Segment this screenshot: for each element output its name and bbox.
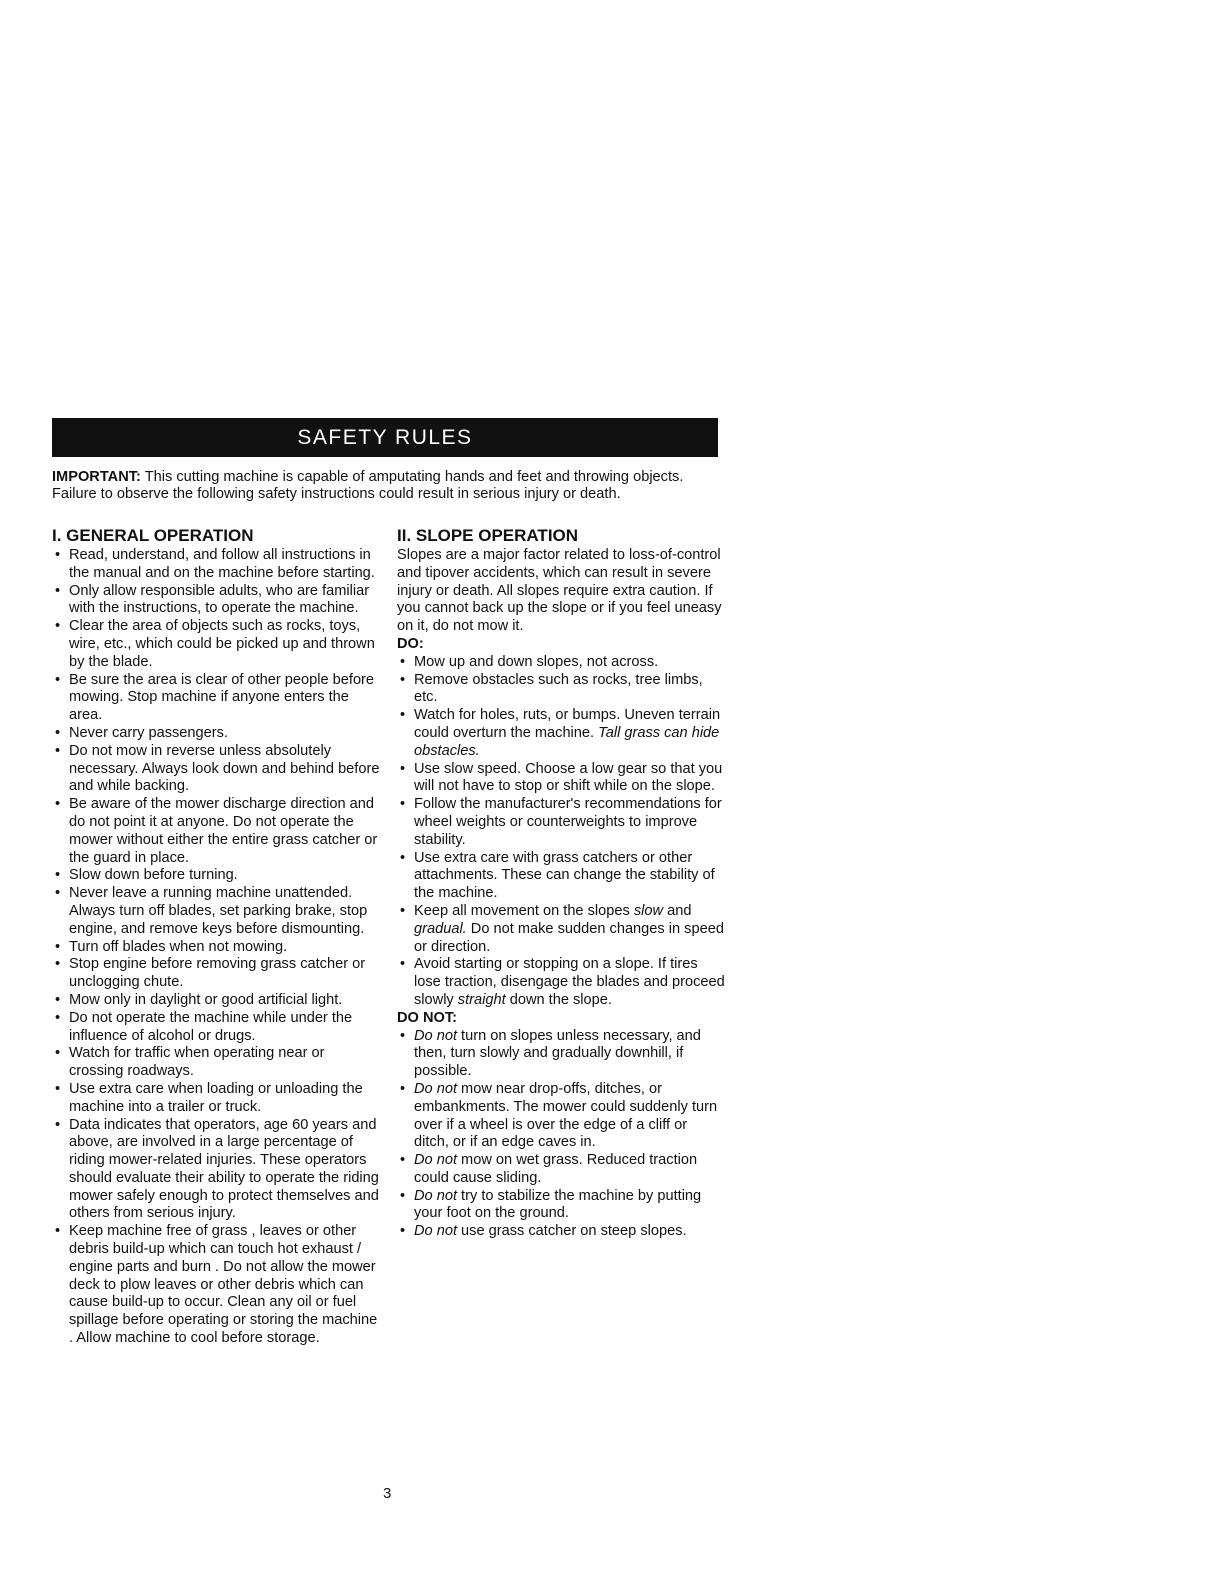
do-not-heading: DO NOT: <box>397 1009 457 1026</box>
bullet-icon: • <box>55 956 61 973</box>
page-title: SAFETY RULES <box>297 425 473 449</box>
bullet-icon: • <box>55 1080 61 1097</box>
list-item: • Mow only in daylight or good artificial light. <box>55 991 343 1008</box>
list-item: • Read, understand, and follow all instructions in the manual and on the machine before starting. <box>55 547 375 581</box>
bullet-icon: • <box>55 1223 61 1240</box>
bullet-icon: • <box>400 1027 406 1044</box>
bullet-icon: • <box>55 991 61 1008</box>
important-text: This cutting machine is capable of amputating hands and feet and throwing objects. Failure to observe the following safety instructions could result in serious injury or death. <box>52 469 684 502</box>
bullet-icon: • <box>55 938 61 955</box>
bullet-icon: • <box>400 1080 406 1097</box>
bullet-icon: • <box>400 1187 406 1204</box>
list-item: • Be aware of the mower discharge direction and do not point it at anyone. Do not operate the mower without either the entire grass catcher or the guard in place. <box>55 796 378 866</box>
list-item: • Stop engine before removing grass catcher or unclogging chute. <box>55 956 366 991</box>
general-operation-list <box>52 547 382 1348</box>
list-item: • Watch for traffic when operating near or crossing roadways. <box>55 1045 325 1080</box>
bullet-icon: • <box>55 1045 61 1062</box>
bullet-icon: • <box>400 760 406 777</box>
bullet-icon: • <box>400 849 406 866</box>
bullet-icon: • <box>55 547 61 563</box>
do-not-list <box>397 1028 725 1242</box>
list-item: • Never leave a running machine unattended. Always turn off blades, set parking brake, stop engine, and remove keys before dismounting. <box>55 885 368 937</box>
bullet-icon: • <box>400 796 406 813</box>
general-operation-column <box>52 525 382 1348</box>
safety-rules-banner <box>52 418 718 457</box>
bullet-icon: • <box>55 1009 61 1026</box>
list-item: • Do not operate the machine while under the influence of alcohol or drugs. <box>55 1009 353 1044</box>
list-item: • Use extra care with grass catchers or other attachments. These can change the stability of the machine. <box>400 849 715 902</box>
bullet-icon: • <box>55 582 61 599</box>
bullet-icon: • <box>55 885 61 902</box>
page-number: 3 <box>383 1485 392 1502</box>
bullet-icon: • <box>55 618 61 635</box>
list-item: • Use extra care when loading or unloading the machine into a trailer or truck. <box>55 1080 363 1115</box>
list-item: • Avoid starting or stopping on a slope. If tires lose traction, disengage the blades and proceed slowly straight down the slope. <box>400 956 725 1008</box>
bullet-icon: • <box>55 724 61 741</box>
list-item: • Keep all movement on the slopes slow and gradual. Do not make sudden changes in speed or direction. <box>400 902 724 955</box>
list-item: • Follow the manufacturer's recommendations for wheel weights or counterweights to improve stability. <box>400 796 722 848</box>
list-item: • Use slow speed. Choose a low gear so that you will not have to stop or shift while on the slope. <box>400 760 723 795</box>
list-item: • Do not use grass catcher on steep slopes. <box>400 1223 687 1240</box>
list-item: • Clear the area of objects such as rocks, toys, wire, etc., which could be picked up and thrown by the blade. <box>55 618 375 670</box>
bullet-icon: • <box>55 742 61 759</box>
list-item: • Slow down before turning. <box>55 867 238 884</box>
bullet-icon: • <box>55 796 61 813</box>
list-item: • Never carry passengers. <box>55 724 228 741</box>
list-item: • Keep machine free of grass , leaves or other debris build-up which can touch hot exhaust / engine parts and burn . Do not allow the mower deck to plow leaves or other debris which can cause build-up to occur. Clean any oil or fuel spillage before operating or storing the machine . Allow machine to cool before storage. <box>55 1223 378 1347</box>
bullet-icon: • <box>400 653 406 670</box>
do-list <box>397 654 725 1010</box>
slope-intro: Slopes are a major factor related to loss-of-control and tipover accidents, which can result in severe injury or death. All slopes require extra caution. If you cannot back up the slope or if you feel uneasy on it, do not mow it. <box>397 547 722 635</box>
slope-operation-heading: II. SLOPE OPERATION <box>397 526 579 545</box>
important-label: IMPORTANT: <box>52 469 141 485</box>
bullet-icon: • <box>400 707 406 724</box>
list-item: • Do not mow near drop-offs, ditches, or embankments. The mower could suddenly turn over if a wheel is over the edge of a cliff or ditch, or if an edge caves in. <box>400 1080 718 1151</box>
do-heading: DO: <box>397 635 424 652</box>
list-item: • Only allow responsible adults, who are familiar with the instructions, to operate the machine. <box>55 582 370 617</box>
bullet-icon: • <box>400 956 406 973</box>
slope-operation-column <box>397 525 725 1241</box>
list-item: • Do not mow in reverse unless absolutely necessary. Always look down and behind before and while backing. <box>55 742 380 795</box>
bullet-icon: • <box>55 671 61 688</box>
bullet-icon: • <box>55 867 61 884</box>
list-item: • Watch for holes, ruts, or bumps. Uneven terrain could overturn the machine. Tall grass can hide obstacles. <box>400 707 721 759</box>
list-item: • Mow up and down slopes, not across. <box>400 653 659 670</box>
list-item: • Do not mow on wet grass. Reduced traction could cause sliding. <box>400 1152 698 1186</box>
bullet-icon: • <box>55 1116 61 1133</box>
bullet-icon: • <box>400 671 406 688</box>
list-item: • Do not turn on slopes unless necessary, and then, turn slowly and gradually downhill, if possible. <box>400 1027 701 1080</box>
bullet-icon: • <box>400 1152 406 1169</box>
list-item: • Data indicates that operators, age 60 years and above, are involved in a large percentage of riding mower-related injuries. These operators should evaluate their ability to operate the riding mower safely enough to protect themselves and others from serious injury. <box>55 1116 379 1222</box>
list-item: • Be sure the area is clear of other people before mowing. Stop machine if anyone enters the area. <box>55 671 375 724</box>
important-notice <box>52 469 718 503</box>
general-operation-heading: I. GENERAL OPERATION <box>52 526 254 545</box>
list-item: • Remove obstacles such as rocks, tree limbs, etc. <box>400 671 703 706</box>
bullet-icon: • <box>400 1223 406 1240</box>
list-item: • Do not try to stabilize the machine by putting your foot on the ground. <box>400 1187 702 1222</box>
bullet-icon: • <box>400 902 406 919</box>
list-item: • Turn off blades when not mowing. <box>55 938 288 955</box>
